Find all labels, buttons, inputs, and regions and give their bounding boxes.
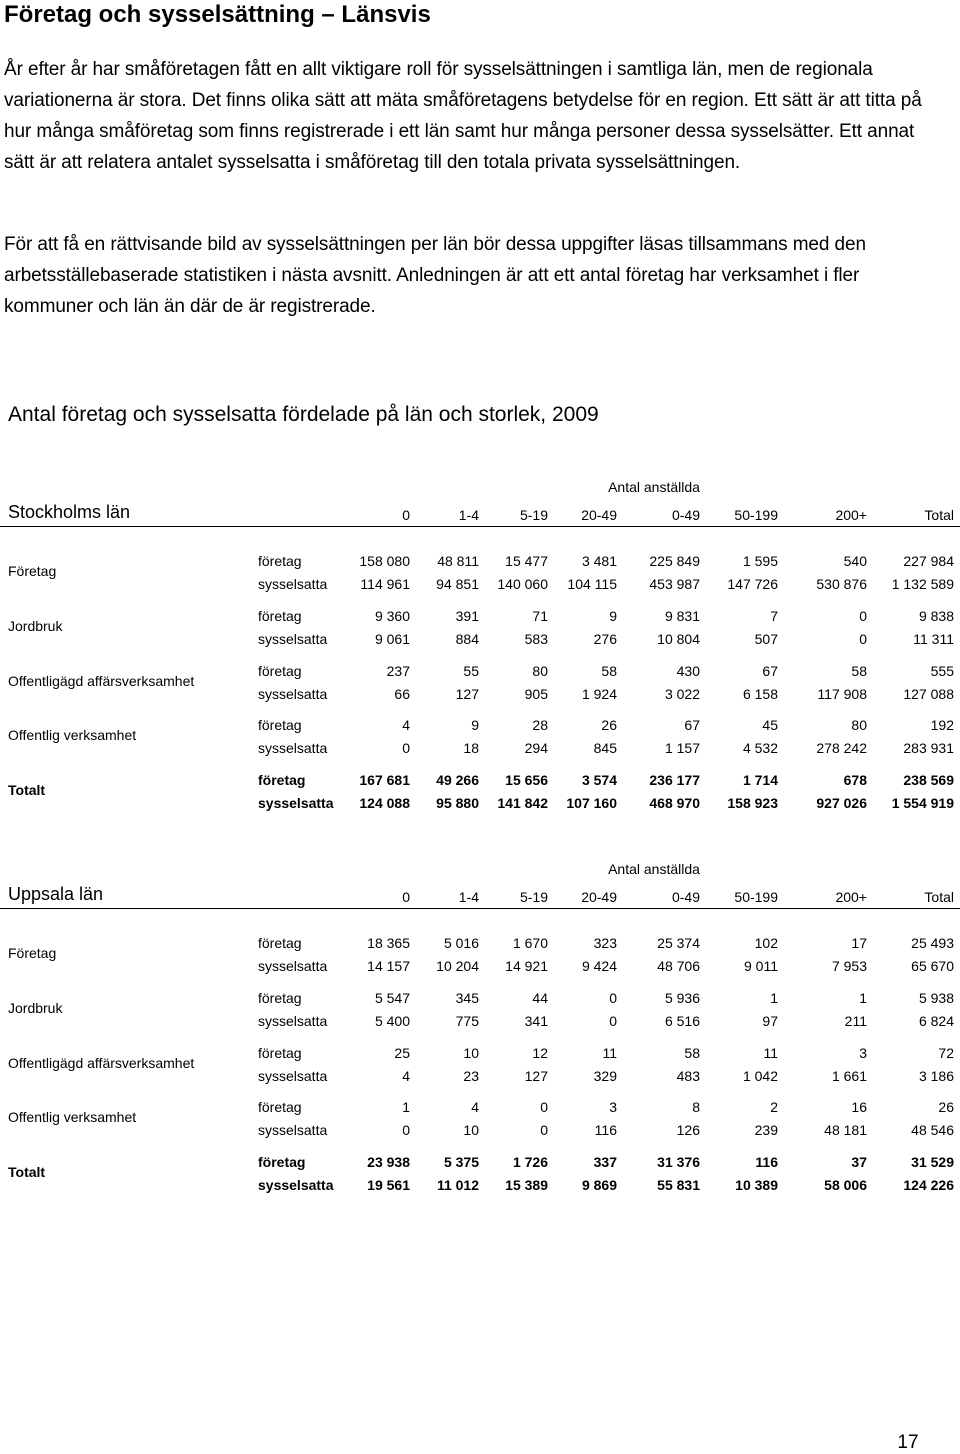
table-cell: 3: [859, 1045, 867, 1061]
column-header: 200+: [835, 889, 867, 905]
table-cell: 0: [402, 1122, 410, 1138]
table-cell: 6 158: [742, 686, 778, 702]
table-cell: 1 554 919: [891, 795, 954, 811]
table-cell: 0: [859, 608, 867, 624]
table-cell: 158 080: [359, 553, 410, 569]
table-cell: 3 022: [664, 686, 700, 702]
table-cell: 9 869: [581, 1177, 617, 1193]
table-cell: 25 493: [911, 935, 954, 951]
row-label: företag: [258, 1154, 306, 1170]
table-cell: 124 088: [359, 795, 410, 811]
page-number: 17: [897, 1432, 919, 1453]
table-cell: 31 376: [657, 1154, 700, 1170]
table-cell: 507: [754, 631, 778, 647]
table-cell: 31 529: [911, 1154, 954, 1170]
table-cell: 0: [402, 740, 410, 756]
table-cell: 7: [770, 608, 778, 624]
table-cell: 468 970: [649, 795, 700, 811]
table-cell: 44: [532, 990, 548, 1006]
row-label: företag: [258, 990, 302, 1006]
column-header: 5-19: [519, 507, 548, 523]
table-cell: 140 060: [497, 576, 548, 592]
table-cell: 323: [593, 935, 617, 951]
table-cell: 1 726: [512, 1154, 548, 1170]
table-cell: 49 266: [436, 772, 479, 788]
table-cell: 16: [851, 1099, 867, 1115]
row-label: sysselsatta: [258, 1122, 328, 1138]
header-divider: [0, 908, 960, 909]
table-cell: 6 516: [664, 1013, 700, 1029]
table-cell: 0: [609, 990, 617, 1006]
table-cell: 1 670: [512, 935, 548, 951]
table-cell: 3 481: [581, 553, 617, 569]
table-cell: 1: [770, 990, 778, 1006]
table-cell: 1 661: [831, 1068, 867, 1084]
table-cell: 147 726: [727, 576, 778, 592]
category-label: Jordbruk: [8, 618, 63, 634]
row-label: företag: [258, 553, 302, 569]
table-cell: 158 923: [727, 795, 778, 811]
table-cell: 117 908: [817, 686, 867, 702]
table-cell: 0: [859, 631, 867, 647]
table-cell: 10 804: [657, 631, 700, 647]
table-cell: 80: [851, 717, 867, 733]
county-name: Stockholms län: [8, 502, 131, 522]
column-header: 50-199: [734, 889, 778, 905]
table-cell: 283 931: [903, 740, 954, 756]
table-cell: 225 849: [649, 553, 700, 569]
table-cell: 11 311: [913, 631, 954, 647]
table-cell: 430: [676, 663, 700, 679]
column-header: 20-49: [581, 507, 617, 523]
table-cell: 9 838: [918, 608, 954, 624]
category-label: Offentligägd affärsverksamhet: [8, 673, 195, 689]
column-header: 0: [402, 507, 410, 523]
table-cell: 211: [844, 1013, 867, 1029]
antal-anstallda-header: Antal anställda: [608, 479, 700, 495]
row-label: företag: [258, 717, 302, 733]
table-cell: 7 953: [831, 958, 867, 974]
row-label: sysselsatta: [258, 631, 328, 647]
category-label: Offentlig verksamhet: [8, 727, 137, 743]
table-cell: 1 595: [742, 553, 778, 569]
table-cell: 530 876: [816, 576, 867, 592]
table-cell: 1 157: [664, 740, 700, 756]
table-cell: 238 569: [903, 772, 954, 788]
table-cell: 9: [471, 717, 479, 733]
column-header: 50-199: [734, 507, 778, 523]
table-cell: 5 547: [374, 990, 410, 1006]
table-cell: 0: [609, 1013, 617, 1029]
table-cell: 4: [402, 1068, 410, 1084]
table-cell: 5 016: [443, 935, 479, 951]
table-cell: 11: [763, 1045, 778, 1061]
row-label: sysselsatta: [258, 958, 328, 974]
table-cell: 453 987: [649, 576, 700, 592]
table-cell: 72: [938, 1045, 954, 1061]
table-cell: 4 532: [742, 740, 778, 756]
table-cell: 775: [455, 1013, 479, 1029]
table-cell: 107 160: [566, 795, 617, 811]
column-header: 1-4: [458, 889, 479, 905]
table-cell: 9 011: [744, 958, 778, 974]
table-cell: 10: [463, 1045, 479, 1061]
category-label: Företag: [8, 563, 57, 579]
table-cell: 905: [524, 686, 548, 702]
table-cell: 23 938: [367, 1154, 410, 1170]
category-label: Totalt: [8, 782, 46, 798]
table-cell: 192: [930, 717, 954, 733]
table-cell: 678: [843, 772, 867, 788]
table-cell: 483: [676, 1068, 700, 1084]
table-cell: 1 924: [581, 686, 617, 702]
category-label: Jordbruk: [8, 1000, 63, 1016]
table-cell: 5 400: [374, 1013, 410, 1029]
table-cell: 3 186: [918, 1068, 954, 1084]
table-cell: 8: [692, 1099, 700, 1115]
table-cell: 239: [754, 1122, 778, 1138]
table-cell: 5 375: [443, 1154, 479, 1170]
table-cell: 278 242: [816, 740, 867, 756]
row-label: sysselsatta: [258, 576, 328, 592]
table-cell: 0: [540, 1122, 548, 1138]
row-label: företag: [258, 1045, 302, 1061]
table-cell: 55 831: [657, 1177, 700, 1193]
table-cell: 45: [762, 717, 778, 733]
table-cell: 127 088: [903, 686, 954, 702]
row-label: sysselsatta: [258, 1013, 328, 1029]
table-cell: 58: [684, 1045, 700, 1061]
table-cell: 294: [524, 740, 548, 756]
column-header: Total: [924, 507, 954, 523]
column-header: 0-49: [671, 889, 700, 905]
table-cell: 884: [455, 631, 479, 647]
row-label: sysselsatta: [258, 1177, 334, 1193]
table-cell: 37: [851, 1154, 867, 1170]
table-cell: 276: [593, 631, 617, 647]
table-cell: 15 477: [505, 553, 548, 569]
row-label: sysselsatta: [258, 1068, 328, 1084]
table-cell: 15 389: [505, 1177, 548, 1193]
table-cell: 116: [755, 1154, 778, 1170]
table-cell: 26: [938, 1099, 954, 1115]
table-cell: 391: [455, 608, 479, 624]
table-cell: 102: [754, 935, 778, 951]
table-title: Antal företag och sysselsatta fördelade på län och storlek, 2009: [8, 403, 599, 426]
table-cell: 18: [463, 740, 479, 756]
column-header: Total: [924, 889, 954, 905]
table-cell: 80: [532, 663, 548, 679]
table-cell: 2: [770, 1099, 778, 1115]
table-cell: 67: [762, 663, 778, 679]
table-cell: 4: [402, 717, 410, 733]
table-cell: 9 831: [664, 608, 700, 624]
table-cell: 18 365: [367, 935, 410, 951]
table-cell: 9: [609, 608, 617, 624]
table-cell: 126: [676, 1122, 700, 1138]
table-cell: 345: [455, 990, 479, 1006]
column-header: 1-4: [458, 507, 479, 523]
table-cell: 14 921: [505, 958, 548, 974]
category-label: Företag: [8, 945, 57, 961]
table-cell: 583: [524, 631, 548, 647]
table-cell: 4: [471, 1099, 479, 1115]
table-cell: 58: [851, 663, 867, 679]
table-cell: 58 006: [824, 1177, 867, 1193]
category-label: Totalt: [8, 1164, 46, 1180]
table-cell: 540: [843, 553, 867, 569]
table-cell: 116: [594, 1122, 617, 1138]
header-divider: [0, 526, 960, 527]
table-cell: 25: [394, 1045, 410, 1061]
column-header: 0: [402, 889, 410, 905]
table-cell: 11 012: [436, 1177, 479, 1193]
table-cell: 5 936: [664, 990, 700, 1006]
table-cell: 845: [593, 740, 617, 756]
table-cell: 236 177: [649, 772, 700, 788]
row-label: företag: [258, 1099, 302, 1115]
intro-paragraph: År efter år har småföretagen fått en allt viktigare roll för sysselsättningen i samtliga län, men de regionala variationerna är stora. Det finns olika sätt att mäta småföretagens betydelse för en region. Ett sätt är att titta på hur många småföretag som finns registrerade i ett län samt hur många personer dessa sysselsätter. Ett annat sätt är att relatera antalet sysselsatta i småföretag till den totala privata sysselsättningen.: [4, 59, 922, 173]
county-name: Uppsala län: [8, 884, 104, 904]
table-cell: 104 115: [567, 576, 617, 592]
table-cell: 15 656: [505, 772, 548, 788]
table-cell: 48 181: [824, 1122, 867, 1138]
table-cell: 95 880: [436, 795, 479, 811]
reading-note-paragraph: För att få en rättvisande bild av sysselsättningen per län bör dessa uppgifter läsas tillsammans med den arbetsställebaserade statistiken i nästa avsnitt. Anledningen är att ett antal företag har verksamhet i fler kommuner och län än där de är registrerade.: [4, 234, 866, 317]
table-cell: 11: [602, 1045, 617, 1061]
table-cell: 141 842: [497, 795, 548, 811]
table-cell: 329: [593, 1068, 617, 1084]
table-cell: 66: [394, 686, 410, 702]
table-cell: 3 574: [581, 772, 617, 788]
table-cell: 19 561: [367, 1177, 410, 1193]
table-cell: 1: [402, 1099, 410, 1115]
table-cell: 6 824: [918, 1013, 954, 1029]
antal-anstallda-header: Antal anställda: [608, 861, 700, 877]
table-cell: 94 851: [436, 576, 479, 592]
table-cell: 10: [463, 1122, 479, 1138]
row-label: företag: [258, 663, 302, 679]
table-cell: 1 042: [742, 1068, 778, 1084]
table-cell: 227 984: [903, 553, 954, 569]
table-cell: 10 389: [735, 1177, 778, 1193]
table-cell: 48 546: [911, 1122, 954, 1138]
row-label: företag: [258, 608, 302, 624]
table-cell: 10 204: [436, 958, 479, 974]
table-cell: 55: [463, 663, 479, 679]
table-cell: 124 226: [903, 1177, 954, 1193]
table-cell: 927 026: [816, 795, 867, 811]
table-cell: 9 061: [374, 631, 410, 647]
row-label: sysselsatta: [258, 686, 328, 702]
table-cell: 1: [859, 990, 867, 1006]
table-cell: 237: [386, 663, 410, 679]
table-cell: 17: [851, 935, 867, 951]
row-label: företag: [258, 935, 302, 951]
table-cell: 9 424: [581, 958, 617, 974]
column-header: 5-19: [519, 889, 548, 905]
table-cell: 0: [540, 1099, 548, 1115]
table-cell: 12: [532, 1045, 548, 1061]
table-cell: 48 706: [657, 958, 700, 974]
row-label: sysselsatta: [258, 795, 334, 811]
table-cell: 127: [524, 1068, 548, 1084]
table-cell: 26: [601, 717, 617, 733]
row-label: sysselsatta: [258, 740, 328, 756]
table-cell: 28: [532, 717, 548, 733]
category-label: Offentligägd affärsverksamhet: [8, 1055, 195, 1071]
table-cell: 114 961: [360, 576, 410, 592]
category-label: Offentlig verksamhet: [8, 1109, 137, 1125]
table-cell: 9 360: [374, 608, 410, 624]
table-cell: 5 938: [918, 990, 954, 1006]
table-cell: 97: [762, 1013, 778, 1029]
table-cell: 555: [930, 663, 954, 679]
column-header: 200+: [835, 507, 867, 523]
table-cell: 58: [601, 663, 617, 679]
table-cell: 3: [609, 1099, 617, 1115]
page-title: Företag och sysselsättning – Länsvis: [4, 1, 431, 28]
table-cell: 1 714: [742, 772, 778, 788]
table-cell: 71: [532, 608, 548, 624]
table-cell: 48 811: [437, 553, 479, 569]
table-cell: 67: [684, 717, 700, 733]
table-cell: 1 132 589: [891, 576, 954, 592]
table-cell: 127: [455, 686, 479, 702]
table-cell: 23: [463, 1068, 479, 1084]
table-cell: 337: [593, 1154, 617, 1170]
table-cell: 341: [524, 1013, 548, 1029]
row-label: företag: [258, 772, 306, 788]
table-cell: 14 157: [367, 958, 410, 974]
table-cell: 25 374: [657, 935, 700, 951]
table-cell: 65 670: [911, 958, 954, 974]
column-header: 20-49: [581, 889, 617, 905]
table-cell: 167 681: [359, 772, 410, 788]
column-header: 0-49: [671, 507, 700, 523]
